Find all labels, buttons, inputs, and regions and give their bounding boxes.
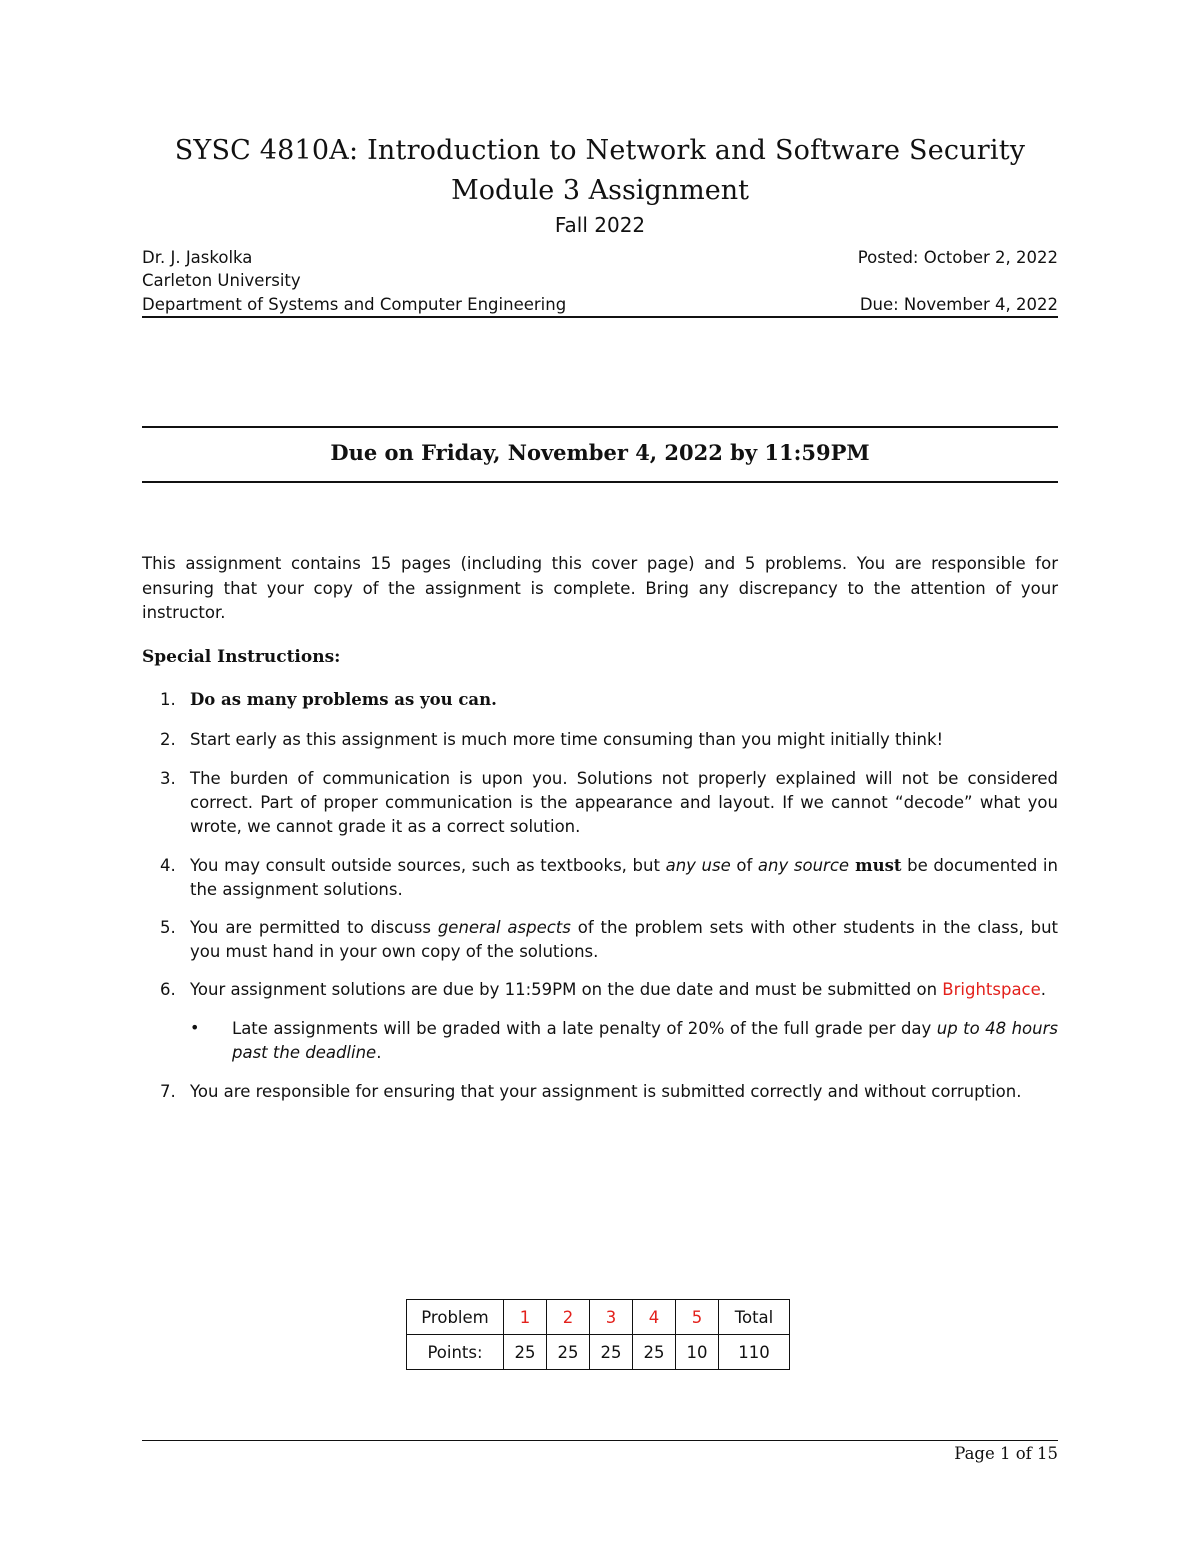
item-text-part: You are permitted to discuss bbox=[190, 918, 438, 937]
university: Carleton University bbox=[142, 271, 301, 290]
grade-table bbox=[406, 1299, 790, 1370]
term: Fall 2022 bbox=[554, 213, 646, 237]
posted-date: Posted: October 2, 2022 bbox=[857, 248, 1058, 267]
item-text-part: . bbox=[1040, 980, 1047, 999]
item-text: You are responsible for ensuring that your assignment is submitted correctly and without corruption. bbox=[190, 1082, 1022, 1101]
bullet-icon: • bbox=[190, 1018, 200, 1037]
table-row bbox=[407, 1335, 790, 1370]
item-text-part: You may consult outside sources, such as textbooks, but bbox=[190, 856, 666, 875]
problem-link[interactable]: 2 bbox=[547, 1300, 590, 1335]
item-text-part: Late assignments will be graded with a late penalty of 20% of the full grade per day bbox=[232, 1019, 937, 1038]
page-number: Page 1 of 15 bbox=[954, 1444, 1058, 1463]
table-cell-header: Points: bbox=[407, 1335, 504, 1370]
table-cell-header: Total bbox=[719, 1300, 790, 1335]
item-text-emphasis: any use bbox=[665, 856, 731, 875]
item-text-part: of bbox=[730, 856, 758, 875]
item-text-emphasis: general aspects bbox=[437, 918, 571, 937]
item-text-part: Your assignment solutions are due by 11:59PM on the due date and must be submitted on bbox=[190, 980, 943, 999]
due-rule-top bbox=[142, 426, 1058, 428]
footer-rule bbox=[142, 1440, 1058, 1441]
due-date: Due: November 4, 2022 bbox=[859, 295, 1058, 314]
item-text-emphasis: any source bbox=[757, 856, 850, 875]
table-cell: 25 bbox=[633, 1335, 676, 1370]
item-text-part: be documented in the assignment solutions. bbox=[190, 856, 1058, 899]
problem-link[interactable]: 3 bbox=[590, 1300, 633, 1335]
item-number: 2. bbox=[160, 730, 176, 749]
item-text: Do as many problems as you can. bbox=[190, 690, 497, 709]
item-number: 3. bbox=[160, 769, 176, 788]
item-text: Start early as this assignment is much more time consuming than you might initially think! bbox=[190, 730, 944, 749]
brightspace-link[interactable]: Brightspace bbox=[942, 980, 1041, 999]
item-number: 4. bbox=[160, 856, 176, 875]
item-text-part: . bbox=[376, 1043, 382, 1062]
item-number: 6. bbox=[160, 980, 176, 999]
table-cell-header: Problem bbox=[407, 1300, 504, 1335]
problem-link[interactable]: 4 bbox=[633, 1300, 676, 1335]
item-text-emphasis: up to 48 hours past the deadline bbox=[232, 1019, 1058, 1062]
due-banner: Due on Friday, November 4, 2022 by 11:59PM bbox=[330, 440, 870, 465]
due-rule-bottom bbox=[142, 481, 1058, 483]
item-text bbox=[232, 1017, 1058, 1065]
table-cell: 110 bbox=[719, 1335, 790, 1370]
item-text-strong: must bbox=[849, 856, 902, 875]
problem-link[interactable]: 5 bbox=[676, 1300, 719, 1335]
instructor: Dr. J. Jaskolka bbox=[142, 248, 253, 267]
item-text: The burden of communication is upon you. Solutions not properly explained will not be considered correct. Part of proper communication is the appearance and layout. If we cannot “decode” what you wrote, we cannot grade it as a correct solution. bbox=[190, 769, 1058, 836]
item-number: 7. bbox=[160, 1082, 176, 1101]
item-text bbox=[190, 978, 1058, 1002]
item-text bbox=[190, 916, 1058, 964]
intro-paragraph: This assignment contains 15 pages (including this cover page) and 5 problems. You are responsible for ensuring that your copy of the assignment is complete. Bring any discrepancy to the attention of your instructor. bbox=[142, 554, 1058, 622]
table-cell: 25 bbox=[504, 1335, 547, 1370]
table-cell: 25 bbox=[590, 1335, 633, 1370]
course-title: SYSC 4810A: Introduction to Network and Software Security bbox=[174, 135, 1026, 166]
item-number: 5. bbox=[160, 918, 176, 937]
special-instructions-heading: Special Instructions: bbox=[142, 647, 341, 667]
table-cell: 10 bbox=[676, 1335, 719, 1370]
item-text-part: of the problem sets with other students in the class, but you must hand in your own copy of the solutions. bbox=[190, 918, 1058, 961]
header-rule bbox=[142, 316, 1058, 318]
problem-link[interactable]: 1 bbox=[504, 1300, 547, 1335]
item-text bbox=[190, 854, 1058, 902]
table-cell: 25 bbox=[547, 1335, 590, 1370]
assignment-title: Module 3 Assignment bbox=[451, 175, 749, 206]
department: Department of Systems and Computer Engineering bbox=[142, 295, 567, 314]
item-number: 1. bbox=[160, 690, 176, 709]
table-row bbox=[407, 1300, 790, 1335]
